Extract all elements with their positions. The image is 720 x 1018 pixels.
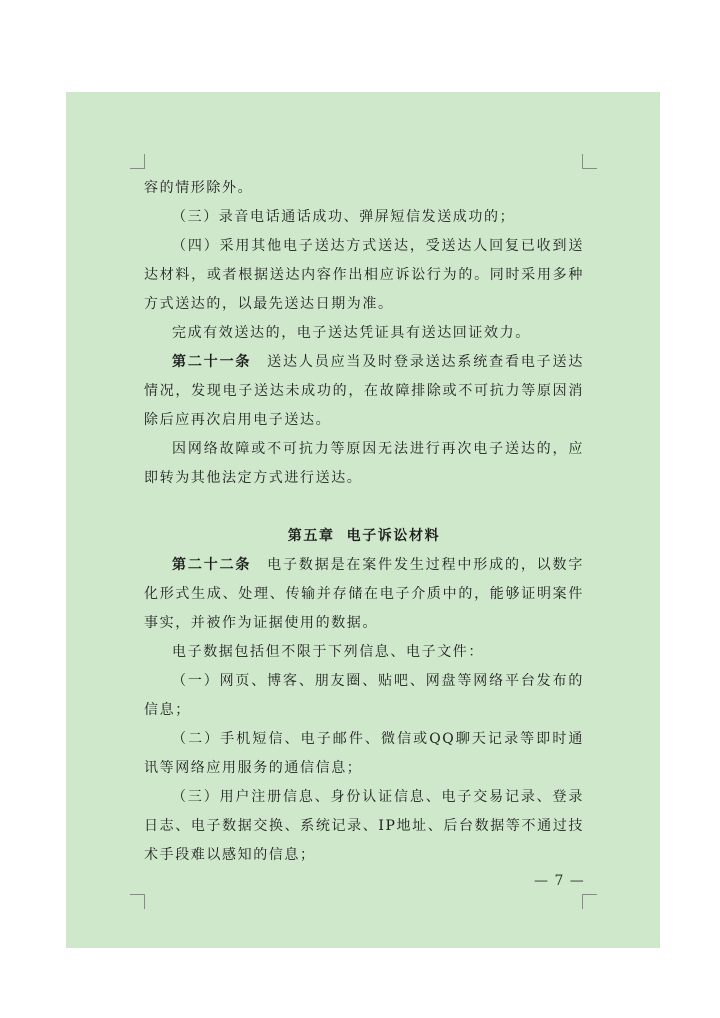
crop-mark-bottom-left xyxy=(130,894,145,909)
paragraph: （四）采用其他电子送达方式送达，受送达人回复已收到送达材料，或者根据送达内容作出相应诉讼行为的。同时采用多种方式送达的，以最先送达日期为准。 xyxy=(144,238,584,312)
article-21 xyxy=(144,348,584,435)
article-text: 送达人员应当及时登录送达系统查看电子送达情况，发现电子送达未成功的，在故障排除或不可抗力等原因消除后应再次启用电子送达。 xyxy=(144,354,584,428)
paragraph: （二）手机短信、电子邮件、微信或QQ聊天记录等即时通讯等网络应用服务的通信信息； xyxy=(144,731,584,776)
article-22 xyxy=(144,551,584,638)
paragraph: （一）网页、博客、朋友圈、贴吧、网盘等网络平台发布的信息； xyxy=(144,673,584,718)
chapter-title: 电子诉讼材料 xyxy=(346,528,441,544)
paragraph: （三）录音电话通话成功、弹屏短信发送成功的； xyxy=(172,209,516,225)
paragraph: 电子数据包括但不限于下列信息、电子文件： xyxy=(172,644,484,660)
blank-line xyxy=(144,493,584,522)
crop-mark-top-right xyxy=(582,154,597,169)
article-label: 第二十二条 xyxy=(172,557,252,573)
article-label: 第二十一条 xyxy=(172,354,252,370)
chapter-number: 第五章 xyxy=(287,528,335,544)
page-number: — 7 — xyxy=(534,873,585,889)
paragraph: （三）用户注册信息、身份认证信息、电子交易记录、登录日志、电子数据交换、系统记录、IP地址、后台数据等不通过技术手段难以感知的信息； xyxy=(144,789,584,863)
chapter-heading xyxy=(144,522,584,551)
paragraph: 因网络故障或不可抗力等原因无法进行再次电子送达的，应即转为其他法定方式进行送达。 xyxy=(144,441,584,486)
crop-mark-bottom-right xyxy=(582,894,597,909)
body-text xyxy=(144,174,584,870)
paragraph: 容的情形除外。 xyxy=(144,180,254,196)
article-text: 电子数据是在案件发生过程中形成的，以数字化形式生成、处理、传输并存储在电子介质中的，能够证明案件事实，并被作为证据使用的数据。 xyxy=(144,557,584,631)
paragraph: 完成有效送达的，电子送达凭证具有送达回证效力。 xyxy=(172,325,531,341)
crop-mark-top-left xyxy=(130,154,145,169)
